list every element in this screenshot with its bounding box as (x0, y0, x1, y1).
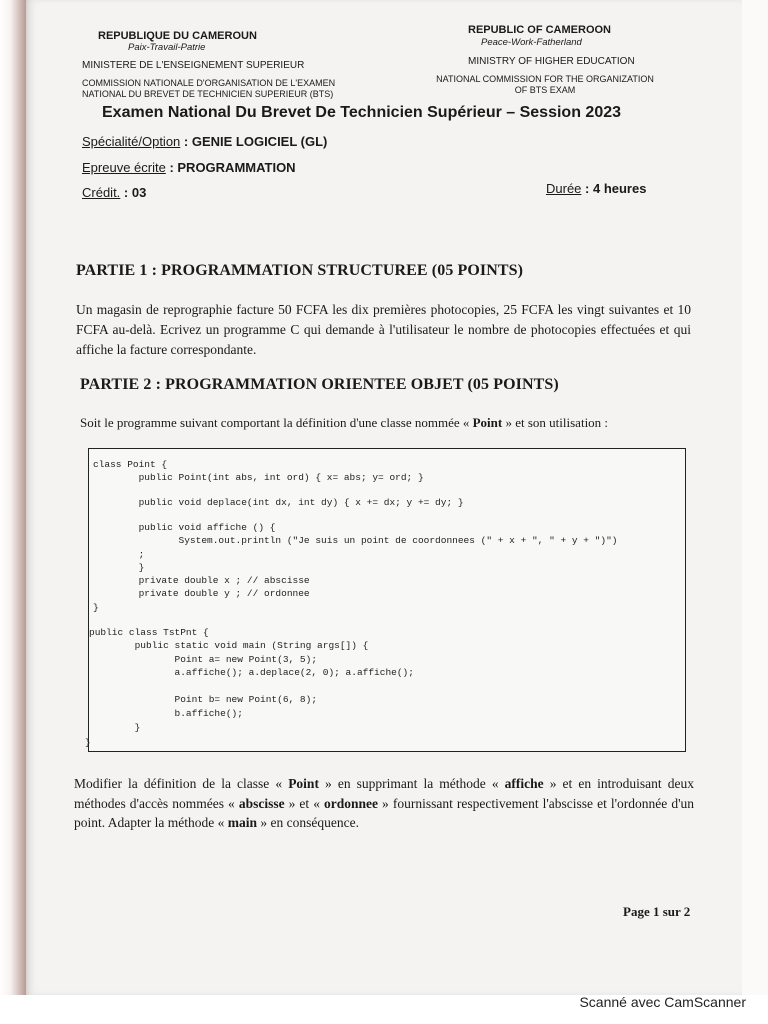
test-value: : PROGRAMMATION (165, 160, 296, 175)
header-left-ministry: MINISTERE DE L'ENSEIGNEMENT SUPERIEUR (82, 60, 305, 71)
question-bold-ordonnee: ordonnee (324, 795, 378, 811)
part2-intro-class: Point (472, 415, 503, 430)
duration-row (546, 181, 646, 196)
header-left-commission-line1: COMMISSION NATIONALE D'ORGANISATION DE L'EXAMEN (82, 78, 336, 88)
code-line: } (85, 737, 91, 748)
code-line: } (93, 562, 145, 573)
code-line: ; (93, 549, 145, 560)
header-right-ministry: MINISTRY OF HIGHER EDUCATION (468, 56, 635, 67)
exam-title: Examen National Du Brevet De Technicien Supérieur – Session 2023 (102, 104, 622, 121)
duration-label: Durée (546, 181, 582, 196)
part1-title: PARTIE 1 : PROGRAMMATION STRUCTUREE (05 POINTS) (76, 262, 524, 279)
question-text-4: » et « (284, 795, 324, 811)
test-label: Epreuve écrite (82, 160, 166, 175)
part2-question (74, 774, 694, 833)
test-row (82, 160, 296, 175)
part1-text: Un magasin de reprographie facture 50 FCFA les dix premières photocopies, 25 FCFA les vingt suivantes et 10 FCFA au-delà. Ecrivez un programme C qui demande à l'utilisateur le nombre de photocopies effectuées et qui affiche la facture correspondante. (76, 302, 691, 357)
duration-value: : 4 heures (581, 181, 647, 196)
question-text-2: » en supprimant la méthode « (318, 776, 505, 791)
part2-intro-after: » et son utilisation : (502, 415, 609, 430)
camscanner-footer: Scanné avec CamScanner (579, 994, 746, 1010)
part2-intro (80, 413, 695, 433)
part2-title: PARTIE 2 : PROGRAMMATION ORIENTEE OBJET (05 POINTS) (80, 376, 559, 393)
code-line: public void affiche () { (93, 522, 276, 533)
question-text-3: » et en introduisant deux méthodes d'accès nommées « (74, 776, 694, 811)
scan-right-edge (742, 0, 768, 995)
question-text-6: » en conséquence. (256, 815, 359, 830)
speciality-value: : GENIE LOGICIEL (GL) (180, 134, 328, 149)
credit-value: : 03 (120, 185, 147, 200)
question-text-1: Modifier la définition de la classe « (74, 776, 289, 791)
code-line: private double y ; // ordonnee (93, 588, 310, 599)
part2-intro-before: Soit le programme suivant comportant la définition d'une classe nommée « (80, 415, 473, 430)
question-bold-main: main (227, 815, 257, 830)
scan-left-edge (0, 0, 26, 995)
question-text-5: » fournissant respectivement l'abscisse et l'ordonnée d'un point. Adapter la méthode « (74, 795, 695, 830)
code-line: public Point(int abs, int ord) { x= abs; y= ord; } (93, 472, 424, 483)
header-right-commission-line2: OF BTS EXAM (514, 85, 576, 95)
question-bold-point: Point (288, 776, 319, 791)
header-right-motto: Peace-Work-Fatherland (481, 37, 582, 48)
code-line: a.affiche(); a.deplace(2, 0); a.affiche(); (89, 667, 414, 678)
code-line: } (93, 602, 99, 613)
header-right-commission (425, 74, 665, 96)
code-line: } (89, 722, 141, 733)
code-line: Point b= new Point(6, 8); (89, 694, 318, 705)
question-bold-affiche: affiche (504, 776, 544, 791)
question-bold-abscisse: abscisse (238, 795, 285, 811)
code-line: public class TstPnt { (89, 627, 209, 638)
header-left-motto: Paix-Travail-Patrie (128, 42, 206, 53)
credit-row (82, 185, 146, 200)
header-left-commission (82, 78, 335, 100)
header-right-commission-line1: NATIONAL COMMISSION FOR THE ORGANIZATION (436, 74, 654, 84)
speciality-label: Spécialité/Option (82, 134, 181, 149)
speciality-row (82, 134, 327, 149)
header-left-country: REPUBLIQUE DU CAMEROUN (98, 30, 257, 42)
header-left-commission-line2: NATIONAL DU BREVET DE TECHNICIEN SUPERIEUR (BTS) (82, 89, 334, 99)
page-number: Page 1 sur 2 (623, 904, 691, 919)
code-line: Point a= new Point(3, 5); (89, 654, 318, 665)
code-line: class Point { (93, 459, 168, 470)
credit-label: Crédit. (82, 185, 121, 200)
code-line: System.out.println ("Je suis un point de coordonnees (" + x + ", " + y + ")") (93, 535, 618, 546)
code-listing (85, 448, 686, 752)
code-line: public static void main (String args[]) { (89, 640, 369, 651)
code-line: b.affiche(); (89, 708, 243, 719)
code-line: public void deplace(int dx, int dy) { x += dx; y += dy; } (93, 497, 464, 508)
header-right-country: REPUBLIC OF CAMEROON (468, 24, 611, 36)
code-line: private double x ; // abscisse (93, 575, 310, 586)
